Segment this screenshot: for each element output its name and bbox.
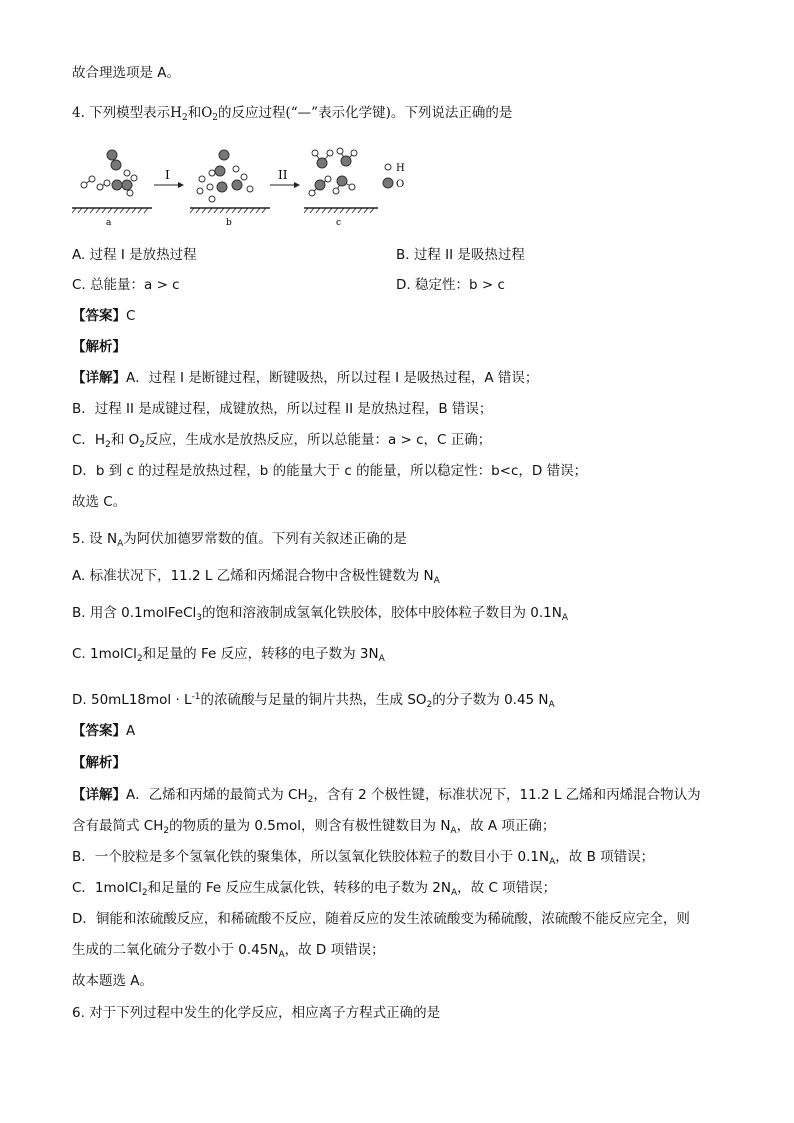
text: ，故 B 项错误； xyxy=(555,849,655,865)
reaction-model-figure xyxy=(72,143,432,233)
option-c xyxy=(72,645,385,668)
text: ，故 D 项错误； xyxy=(284,942,385,958)
panel-c-label: c xyxy=(336,218,342,228)
text: 的分子数为 0.45 N xyxy=(432,692,549,708)
text: ，故 C 项错误； xyxy=(457,880,557,896)
subscript: A xyxy=(548,700,555,710)
subscript: A xyxy=(451,888,458,898)
answer-label: 【答案】 xyxy=(72,308,126,324)
text: 含有最简式 CH xyxy=(72,818,164,834)
text: 和 xyxy=(187,105,202,121)
option-b xyxy=(72,604,568,627)
text: 的物质的量为 0.5mol，则含有极性键数目为 N xyxy=(169,818,451,834)
detail-line xyxy=(72,848,654,871)
text: 和足量的 Fe 反应生成氯化铁，转移的电子数为 2N xyxy=(147,880,451,896)
analysis-label: 【解析】 xyxy=(72,339,126,355)
text: A．过程 I 是断键过程，断键吸热，所以过程 I 是吸热过程，A 错误； xyxy=(126,370,539,386)
legend-o-label: O xyxy=(396,179,405,190)
superscript: -1 xyxy=(191,692,201,702)
text: 为阿伏加德罗常数的值。下列有关叙述正确的是 xyxy=(123,531,407,547)
detail-line xyxy=(72,817,555,840)
detail-line xyxy=(72,431,491,454)
option-d xyxy=(72,688,555,714)
option-a xyxy=(72,567,440,590)
subscript: 2 xyxy=(426,700,433,710)
subscript: A xyxy=(433,576,440,586)
answer-value: A xyxy=(126,723,136,739)
panel-a xyxy=(72,150,152,228)
subscript: A xyxy=(117,539,124,549)
text: C．1molCl xyxy=(72,880,142,896)
answer-line xyxy=(72,722,135,740)
text: 生成的二氧化硫分子数小于 0.45N xyxy=(72,942,279,958)
formula-o2: O xyxy=(201,105,213,121)
panel-b-label: b xyxy=(226,218,232,228)
answer-value: C xyxy=(126,308,136,324)
subscript: A xyxy=(549,857,556,867)
subscript: 2 xyxy=(136,654,143,664)
subscript: A xyxy=(278,950,285,960)
text: 的反应过程(“—”表示化学键)。下列说法正确的是 xyxy=(218,105,513,121)
subscript: 2 xyxy=(105,440,111,450)
question-6-stem: 6. 对于下列过程中发生的化学反应，相应离子方程式正确的是 xyxy=(72,1005,441,1021)
subscript: 2 xyxy=(212,113,218,123)
text: 的浓硫酸与足量的铜片共热，生成 SO xyxy=(200,692,427,708)
arrow-step-1 xyxy=(154,168,184,188)
text: 反应，生成水是放热反应，所以总能量：a > c，C 正确； xyxy=(144,432,492,448)
legend xyxy=(383,163,405,190)
answer-line xyxy=(72,307,135,325)
subscript: 2 xyxy=(181,113,188,123)
text: ，含有 2 个极性键，标准状况下，11.2 L 乙烯和丙烯混合物认为 xyxy=(313,787,701,803)
text: A. 标准状况下，11.2 L 乙烯和丙烯混合物中含极性键数为 N xyxy=(72,568,434,584)
detail-label: 【详解】 xyxy=(72,370,126,386)
subscript: 2 xyxy=(307,795,314,805)
subscript: 2 xyxy=(141,888,148,898)
conclusion-line: 故本题选 A。 xyxy=(72,973,154,989)
option-d: D. 稳定性：b > c xyxy=(396,277,505,293)
detail-line: D．b 到 c 的过程是放热过程，b 的能量大于 c 的能量，所以稳定性：b<c，D 错误； xyxy=(72,463,588,479)
text: D. 50mL18mol · L xyxy=(72,692,192,708)
arrow-step-2 xyxy=(270,168,300,188)
subscript: 3 xyxy=(196,613,203,623)
text-line: 故合理选项是 A。 xyxy=(72,65,181,81)
text: 4. 下列模型表示 xyxy=(72,105,171,121)
question-5-stem xyxy=(72,530,407,553)
legend-h-label: H xyxy=(396,163,405,174)
subscript: A xyxy=(561,613,569,623)
detail-line xyxy=(72,941,385,964)
detail-label: 【详解】 xyxy=(72,787,126,803)
subscript: 2 xyxy=(139,440,145,450)
detail-line xyxy=(72,786,701,809)
text: 和足量的 Fe 反应，转移的电子数为 3N xyxy=(142,646,379,662)
detail-line xyxy=(72,879,556,902)
option-a: A. 过程 I 是放热过程 xyxy=(72,247,197,263)
text: B．一个胶粒是多个氢氧化铁的聚集体，所以氢氧化铁胶体粒子的数目小于 0.1N xyxy=(72,849,550,865)
subscript: A xyxy=(378,654,385,664)
subscript: 2 xyxy=(163,826,170,836)
option-c: C. 总能量：a > c xyxy=(72,277,180,293)
detail-line: D．铜能和浓硫酸反应，和稀硫酸不反应，随着反应的发生浓硫酸变为稀硫酸，浓硫酸不能反应完全，则 xyxy=(72,911,690,927)
panel-b xyxy=(190,150,270,228)
text: A．乙烯和丙烯的最简式为 CH xyxy=(126,787,308,803)
answer-label: 【答案】 xyxy=(72,723,126,739)
analysis-label: 【解析】 xyxy=(72,755,126,771)
text: 的饱和溶液制成氢氧化铁胶体，胶体中胶体粒子数目为 0.1N xyxy=(202,605,562,621)
subscript: A xyxy=(450,826,457,836)
conclusion-line: 故选 C。 xyxy=(72,494,127,510)
detail-line: B．过程 II 是成键过程，成键放热，所以过程 II 是放热过程，B 错误； xyxy=(72,401,493,417)
panel-c xyxy=(304,148,378,228)
step-2-label: II xyxy=(278,168,288,182)
panel-a-label: a xyxy=(106,218,112,228)
detail-line xyxy=(72,369,538,387)
text: ，故 A 项正确； xyxy=(456,818,556,834)
text: B. 用含 0.1molFeCl xyxy=(72,605,197,621)
step-1-label: I xyxy=(165,168,170,182)
option-b: B. 过程 II 是吸热过程 xyxy=(396,247,525,263)
formula-h2: H xyxy=(170,105,182,121)
text: C．H xyxy=(72,432,106,448)
text: 和 O xyxy=(110,432,140,448)
question-4-stem xyxy=(72,104,512,127)
text: C. 1molCl xyxy=(72,646,137,662)
text: 5. 设 N xyxy=(72,531,118,547)
